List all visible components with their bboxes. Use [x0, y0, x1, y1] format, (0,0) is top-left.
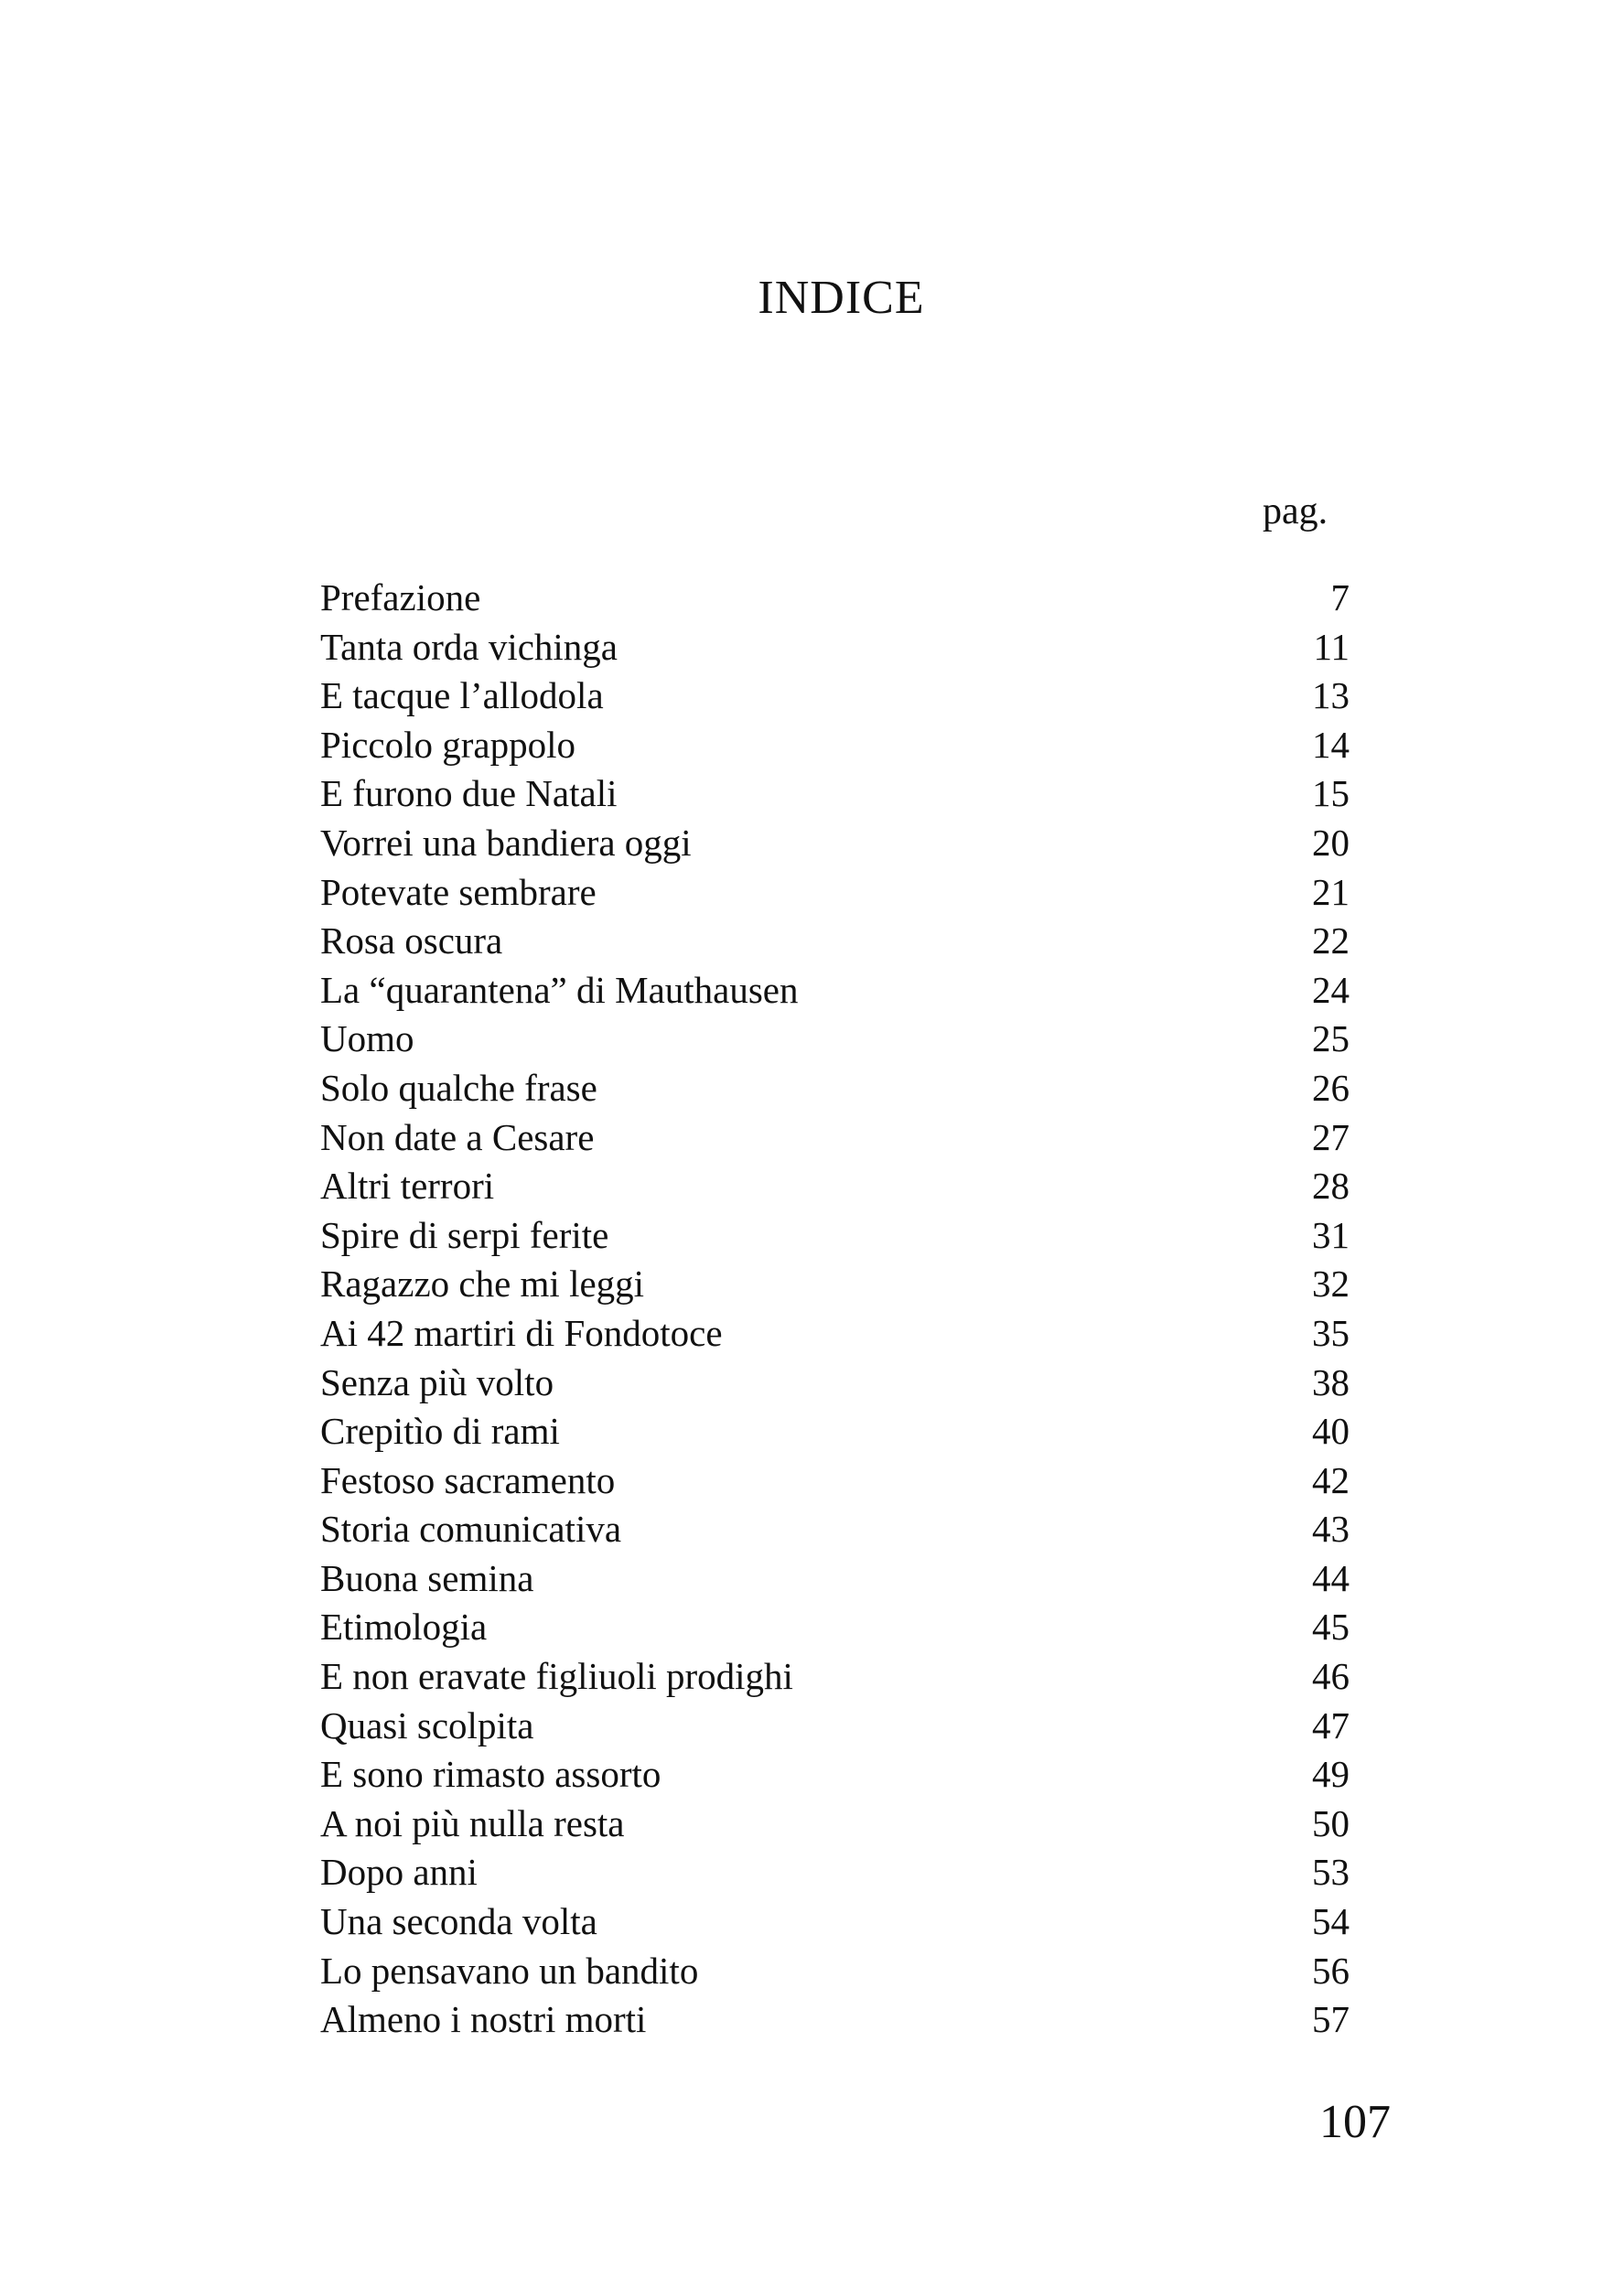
toc-entry-title: Etimologia	[320, 1606, 488, 1649]
toc-entry	[320, 1456, 1350, 1506]
toc-entry-title: E sono rimasto assorto	[320, 1753, 661, 1796]
toc-entry	[320, 1995, 1350, 2045]
toc-entry	[320, 966, 1350, 1016]
toc-entry-title: Vorrei una bandiera oggi	[320, 821, 692, 864]
toc-entry-page: 42	[1312, 1458, 1350, 1501]
toc-entry-title: Buona semina	[320, 1556, 534, 1599]
toc-entry-page: 57	[1312, 1998, 1350, 2041]
toc-entry	[320, 868, 1350, 918]
toc-entry-title: E tacque l’allodola	[320, 674, 604, 717]
toc-entry-title: A noi più nulla resta	[320, 1801, 625, 1844]
toc-entry-page: 43	[1312, 1508, 1350, 1551]
toc-entry	[320, 1848, 1350, 1897]
page-title: INDICE	[758, 272, 925, 324]
toc-entry-page: 44	[1312, 1556, 1350, 1599]
toc-entry	[320, 623, 1350, 672]
toc-entry-page: 27	[1312, 1115, 1350, 1158]
toc-entry-page: 13	[1312, 674, 1350, 717]
toc-entry-title: Rosa oscura	[320, 919, 503, 962]
toc-entry-page: 11	[1313, 625, 1350, 668]
toc-entry	[320, 1800, 1350, 1849]
toc-entry-title: E furono due Natali	[320, 772, 618, 815]
toc-entry-page: 46	[1312, 1655, 1350, 1698]
page-column-label: pag.	[1263, 490, 1328, 532]
toc-entry-page: 26	[1312, 1066, 1350, 1109]
toc-entry-title: Tanta orda vichinga	[320, 625, 618, 668]
toc-entry-title: Festoso sacramento	[320, 1458, 616, 1501]
toc-entry-page: 47	[1312, 1703, 1350, 1746]
toc-entry	[320, 1162, 1350, 1211]
toc-entry-page: 50	[1312, 1801, 1350, 1844]
toc-entry-page: 21	[1312, 870, 1350, 913]
toc-entry-title: Solo qualche frase	[320, 1066, 597, 1109]
toc-entry-page: 35	[1312, 1311, 1350, 1354]
toc-entry	[320, 1064, 1350, 1113]
toc-entry	[320, 819, 1350, 868]
toc-entry-title: Uomo	[320, 1017, 414, 1060]
toc-entry	[320, 1407, 1350, 1456]
toc-entry-title: Piccolo grappolo	[320, 723, 575, 766]
toc-entry-page: 56	[1312, 1949, 1350, 1992]
toc-entry-title: Storia comunicativa	[320, 1508, 622, 1551]
toc-entry	[320, 721, 1350, 770]
toc-entry	[320, 1505, 1350, 1554]
toc-entry	[320, 1750, 1350, 1800]
toc-entry-page: 15	[1312, 772, 1350, 815]
toc-entry-page: 31	[1312, 1213, 1350, 1256]
toc-entry-page: 22	[1312, 919, 1350, 962]
toc-entry	[320, 1113, 1350, 1163]
toc-entry-title: Crepitìo di rami	[320, 1410, 560, 1453]
toc-entry	[320, 1359, 1350, 1408]
toc-entry-title: E non eravate figliuoli prodighi	[320, 1655, 793, 1698]
toc-entry	[320, 574, 1350, 623]
toc-entry	[320, 1603, 1350, 1652]
toc-entry	[320, 1702, 1350, 1751]
toc-entry-title: Quasi scolpita	[320, 1703, 534, 1746]
toc-entry	[320, 769, 1350, 819]
toc-entry-page: 40	[1312, 1410, 1350, 1453]
toc-entry	[320, 1554, 1350, 1604]
toc-entry-page: 25	[1312, 1017, 1350, 1060]
toc-entry-page: 54	[1312, 1900, 1350, 1943]
toc-entry	[320, 1309, 1350, 1359]
toc-entry-page: 20	[1312, 821, 1350, 864]
toc-entry-title: Altri terrori	[320, 1165, 495, 1208]
toc-entry-page: 14	[1312, 723, 1350, 766]
toc-entry-title: La “quarantena” di Mauthausen	[320, 968, 799, 1011]
toc-entry-page: 38	[1312, 1360, 1350, 1403]
toc-entry	[320, 1211, 1350, 1261]
toc-entry-title: Ragazzo che mi leggi	[320, 1263, 645, 1306]
toc-entry	[320, 1652, 1350, 1702]
toc-entry-page: 49	[1312, 1753, 1350, 1796]
toc-entry-title: Senza più volto	[320, 1360, 554, 1403]
toc-entry-title: Prefazione	[320, 576, 481, 618]
table-of-contents	[320, 574, 1350, 2045]
toc-entry-title: Spire di serpi ferite	[320, 1213, 609, 1256]
toc-entry-title: Almeno i nostri morti	[320, 1998, 647, 2041]
toc-entry	[320, 1015, 1350, 1064]
toc-entry-title: Una seconda volta	[320, 1900, 597, 1943]
toc-entry-title: Potevate sembrare	[320, 870, 597, 913]
toc-entry	[320, 672, 1350, 721]
toc-entry-title: Dopo anni	[320, 1851, 478, 1894]
toc-entry-page: 28	[1312, 1165, 1350, 1208]
toc-entry-title: Ai 42 martiri di Fondotoce	[320, 1311, 723, 1354]
toc-entry-page: 53	[1312, 1851, 1350, 1894]
toc-entry-page: 45	[1312, 1606, 1350, 1649]
toc-entry-page: 24	[1312, 968, 1350, 1011]
toc-entry-title: Lo pensavano un bandito	[320, 1949, 699, 1992]
toc-entry-page: 7	[1330, 576, 1350, 618]
toc-entry	[320, 1947, 1350, 1996]
toc-entry	[320, 1897, 1350, 1947]
toc-entry	[320, 1260, 1350, 1309]
page-number: 107	[1319, 2096, 1391, 2148]
toc-entry-title: Non date a Cesare	[320, 1115, 595, 1158]
toc-entry-page: 32	[1312, 1263, 1350, 1306]
toc-entry	[320, 917, 1350, 966]
